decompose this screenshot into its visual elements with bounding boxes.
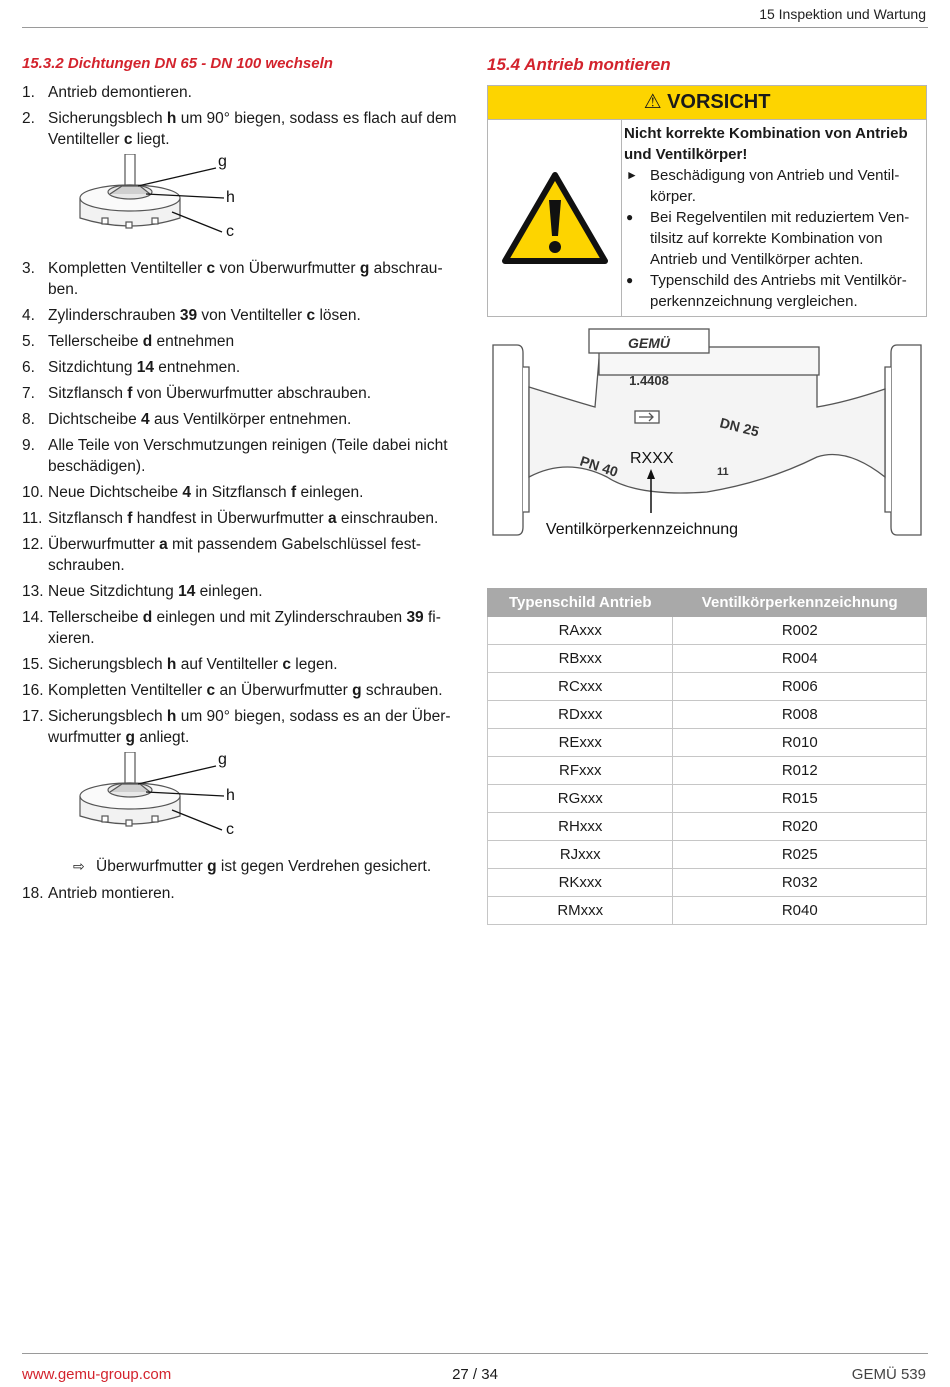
- warning-consequence-text: Beschädigung von Antrieb und Ventilkörper.: [650, 167, 900, 205]
- cell-typenschild: RJxxx: [488, 841, 673, 869]
- cell-typenschild: RAxxx: [488, 617, 673, 645]
- cell-typenschild: RDxxx: [488, 701, 673, 729]
- table-header-row: [488, 589, 927, 617]
- step-text: Sicherungsblech: [48, 656, 167, 673]
- step-text: von Überwurfmutter abschrauben.: [132, 385, 372, 402]
- list-item: [22, 82, 464, 103]
- step-text: Alle Teile von Verschmutzungen reinigen (Teile dabei nicht beschädigen).: [48, 437, 448, 475]
- step-content: [48, 110, 457, 148]
- step-text: Kompletten Ventilteller: [48, 260, 207, 277]
- cell-typenschild: RExxx: [488, 729, 673, 757]
- step-text: an Überwurfmutter: [215, 682, 353, 699]
- footer-product: GEMÜ 539: [851, 1366, 926, 1383]
- cell-kennzeichnung: R020: [673, 813, 927, 841]
- figure-label-c: c: [226, 223, 234, 240]
- footer-page-number: 27 / 34: [452, 1366, 498, 1383]
- cell-kennzeichnung: R025: [673, 841, 927, 869]
- warning-title: VORSICHT: [667, 91, 771, 113]
- step-text: Sitzdichtung: [48, 359, 137, 376]
- triangle-bullet-icon: ►: [626, 168, 638, 182]
- part-reference: c: [206, 260, 216, 277]
- part-reference: a: [159, 536, 168, 553]
- part-reference: g: [359, 260, 370, 277]
- valve-body-figure: [487, 327, 927, 552]
- header-chapter: 15 Inspektion und Wartung: [759, 6, 926, 22]
- step-content: [48, 84, 192, 101]
- step-number: 2.: [22, 110, 35, 127]
- step-number: 17.: [22, 708, 44, 725]
- list-item: [22, 108, 464, 244]
- part-reference: c: [123, 131, 133, 148]
- part-reference: 39: [406, 609, 424, 626]
- step-text: um 90° biegen, sodass es an der Überwurfmutter: [48, 708, 451, 746]
- step-number: 9.: [22, 437, 35, 454]
- right-column: [487, 55, 927, 925]
- warning-icon-cell: [488, 120, 622, 316]
- header-rule: [22, 27, 928, 28]
- valve-plate-figure: [72, 154, 272, 244]
- figure-label-g: g: [218, 154, 227, 170]
- step-content: [48, 536, 421, 574]
- step-text: Neue Dichtscheibe: [48, 484, 183, 501]
- valve-caption: Ventilkörperkennzeichnung: [545, 521, 739, 538]
- step-text: aus Ventilkörper entnehmen.: [149, 411, 352, 428]
- step-number: 3.: [22, 260, 35, 277]
- step-number: 5.: [22, 333, 35, 350]
- step-content: [48, 708, 451, 746]
- part-reference: 39: [179, 307, 198, 324]
- list-item: [22, 706, 464, 877]
- valve-code-label: RXXX: [630, 450, 674, 467]
- step-content: [48, 583, 263, 600]
- warning-box: [487, 85, 927, 317]
- dot-bullet-icon: ●: [626, 273, 634, 287]
- list-item: [22, 383, 464, 404]
- cell-typenschild: RMxxx: [488, 897, 673, 925]
- cell-kennzeichnung: R015: [673, 785, 927, 813]
- table-header-typenschild: Typenschild Antrieb: [488, 589, 673, 617]
- step-text: Überwurfmutter: [48, 536, 160, 553]
- step-text: handfest in Überwurfmutter: [132, 510, 328, 527]
- warning-measure-text: Typenschild des Antriebs mit Ventilkörperkennzeichnung vergleichen.: [650, 272, 907, 310]
- step-number: 7.: [22, 385, 35, 402]
- step-text: Sicherungsblech: [48, 708, 167, 725]
- part-reference: 4: [141, 411, 150, 428]
- dot-bullet-icon: ●: [626, 210, 634, 224]
- table-row: [488, 841, 927, 869]
- cell-kennzeichnung: R032: [673, 869, 927, 897]
- part-reference: h: [166, 110, 177, 127]
- step-content: [48, 385, 371, 402]
- part-reference: g: [352, 682, 362, 699]
- step-text: um 90° biegen, sodass es flach auf dem Ventilteller: [48, 110, 457, 148]
- valve-plate-figure: [72, 752, 272, 842]
- step-content: [48, 411, 351, 428]
- table-body: [488, 617, 927, 925]
- cell-kennzeichnung: R040: [673, 897, 927, 925]
- list-item: [22, 508, 464, 529]
- step-text: entnehmen.: [154, 359, 241, 376]
- part-reference: d: [142, 609, 153, 626]
- part-reference: 14: [178, 583, 196, 600]
- step-text: Tellerscheibe: [48, 609, 143, 626]
- cell-kennzeichnung: R008: [673, 701, 927, 729]
- step-text: auf Ventilteller: [176, 656, 283, 673]
- left-column: [22, 55, 464, 909]
- step-text: entnehmen: [152, 333, 235, 350]
- warning-lead: Nicht korrekte Kombination von Antrieb und Ventilkörper!: [624, 125, 908, 163]
- step-text: in Sitzflansch: [191, 484, 291, 501]
- step-text: von Überwurfmutter: [215, 260, 360, 277]
- step-result: [48, 856, 464, 877]
- table-header-kennzeichnung: Ventilkörperkennzeichnung: [673, 589, 927, 617]
- step-text: Neue Sitzdichtung: [48, 583, 179, 600]
- step-text: legen.: [291, 656, 338, 673]
- section-title-antrieb: 15.4 Antrieb montieren: [487, 55, 671, 74]
- table-row: [488, 729, 927, 757]
- figure-label-c: c: [226, 821, 234, 838]
- result-arrow-icon: ⇨: [73, 858, 85, 874]
- step-text: einlegen.: [296, 484, 364, 501]
- section-title-dichtungen: 15.3.2 Dichtungen DN 65 - DN 100 wechseln: [22, 55, 333, 72]
- step-content: [48, 682, 443, 699]
- list-item: [22, 435, 464, 477]
- step-text: fixieren.: [48, 609, 441, 647]
- cell-kennzeichnung: R010: [673, 729, 927, 757]
- warning-body: [488, 120, 926, 316]
- figure-label-h: h: [226, 787, 235, 804]
- step-content: [48, 260, 443, 298]
- steps-list: [22, 82, 464, 904]
- step-text: einlegen.: [195, 583, 263, 600]
- valve-number: 11: [717, 466, 729, 478]
- step-content: [48, 510, 438, 527]
- table-row: [488, 757, 927, 785]
- step-content: [48, 885, 175, 902]
- step-text: lösen.: [315, 307, 361, 324]
- part-reference: d: [142, 333, 153, 350]
- valve-material: 1.4408: [629, 373, 669, 388]
- list-item: [22, 409, 464, 430]
- warning-measure: [624, 270, 920, 312]
- list-item: [22, 680, 464, 701]
- left-flange: [493, 345, 523, 535]
- step-number: 11.: [22, 510, 43, 527]
- part-reference: g: [125, 729, 135, 746]
- step-content: [48, 484, 363, 501]
- footer-rule: [22, 1353, 928, 1354]
- table-row: [488, 645, 927, 673]
- step-text: Antrieb demontieren.: [48, 84, 192, 101]
- footer-url-link[interactable]: www.gemu-group.com: [22, 1366, 172, 1383]
- list-item: [22, 482, 464, 503]
- spindle: [125, 752, 135, 786]
- figure-label-g: g: [218, 752, 227, 768]
- warning-text: [622, 120, 926, 316]
- list-item: [22, 883, 464, 904]
- cell-kennzeichnung: R004: [673, 645, 927, 673]
- spindle: [125, 154, 135, 188]
- valve-brand: GEMÜ: [628, 335, 670, 351]
- part-reference: f: [290, 484, 297, 501]
- cell-typenschild: RHxxx: [488, 813, 673, 841]
- step-text: Zylinderschrauben: [48, 307, 180, 324]
- warning-consequence: [624, 165, 920, 207]
- part-reference: h: [166, 656, 177, 673]
- figure-label-h: h: [226, 189, 235, 206]
- step-number: 15.: [22, 656, 44, 673]
- part-reference: c: [206, 682, 216, 699]
- part-reference: 14: [136, 359, 154, 376]
- cell-kennzeichnung: R006: [673, 673, 927, 701]
- exclamation-warning-icon: [502, 172, 608, 264]
- list-item: [22, 607, 464, 649]
- part-reference: f: [127, 385, 133, 402]
- step-content: [48, 437, 448, 475]
- part-reference: g: [207, 858, 217, 875]
- step-text: anliegt.: [134, 729, 190, 746]
- step-text: liegt.: [132, 131, 170, 148]
- step-text: einlegen und mit Zylinderschrauben: [152, 609, 407, 626]
- step-number: 10.: [22, 484, 44, 501]
- table-row: [488, 701, 927, 729]
- step-content: [48, 333, 234, 350]
- step-text: Kompletten Ventilteller: [48, 682, 207, 699]
- step-text: Tellerscheibe: [48, 333, 143, 350]
- step-text: Dichtscheibe: [48, 411, 142, 428]
- cell-typenschild: RFxxx: [488, 757, 673, 785]
- step-number: 18.: [22, 885, 44, 902]
- list-item: [22, 331, 464, 352]
- right-flange: [891, 345, 921, 535]
- cell-typenschild: RKxxx: [488, 869, 673, 897]
- step-text: einschrauben.: [336, 510, 439, 527]
- warning-measure-text: Bei Regelventilen mit reduziertem Ventilsitz auf korrekte Kombination von Antrieb und Ventilkörper achten.: [650, 209, 910, 268]
- step-number: 16.: [22, 682, 44, 699]
- cell-typenschild: RBxxx: [488, 645, 673, 673]
- step-number: 6.: [22, 359, 35, 376]
- part-reference: h: [166, 708, 177, 725]
- part-reference: c: [306, 307, 316, 324]
- list-item: [22, 534, 464, 576]
- step-text: Überwurfmutter: [96, 858, 208, 875]
- list-item: [22, 258, 464, 300]
- cell-kennzeichnung: R002: [673, 617, 927, 645]
- cell-kennzeichnung: R012: [673, 757, 927, 785]
- list-item: [22, 654, 464, 675]
- table-row: [488, 897, 927, 925]
- valve-body: [529, 359, 885, 493]
- step-number: 1.: [22, 84, 35, 101]
- table-row: [488, 869, 927, 897]
- step-text: Sitzflansch: [48, 385, 128, 402]
- list-item: [22, 305, 464, 326]
- step-text: Sicherungsblech: [48, 110, 167, 127]
- table-row: [488, 673, 927, 701]
- warning-header: [488, 86, 926, 120]
- part-reference: a: [328, 510, 337, 527]
- step-content: [48, 359, 240, 376]
- list-item: [22, 581, 464, 602]
- step-content: [48, 307, 361, 324]
- valve-pn: PN 40: [578, 452, 621, 480]
- step-text: Antrieb montieren.: [48, 885, 175, 902]
- step-number: 12.: [22, 536, 44, 553]
- step-text: ist gegen Verdrehen gesichert.: [216, 858, 432, 875]
- table-row: [488, 785, 927, 813]
- table-row: [488, 617, 927, 645]
- step-content: [48, 656, 338, 673]
- table-row: [488, 813, 927, 841]
- cell-typenschild: RCxxx: [488, 673, 673, 701]
- valve-dn: DN 25: [718, 414, 761, 440]
- type-table: [487, 588, 927, 925]
- step-text: abschrauben.: [48, 260, 443, 298]
- step-number: 4.: [22, 307, 35, 324]
- step-number: 8.: [22, 411, 35, 428]
- step-content: [48, 609, 441, 647]
- list-item: [22, 357, 464, 378]
- step-text: von Ventilteller: [197, 307, 307, 324]
- step-number: 14.: [22, 609, 44, 626]
- warning-measure: [624, 207, 920, 270]
- part-reference: f: [127, 510, 133, 527]
- step-text: Sitzflansch: [48, 510, 128, 527]
- step-number: 13.: [22, 583, 44, 600]
- step-text: schrauben.: [361, 682, 443, 699]
- step-text: mit passendem Gabelschlüssel festschrauben.: [48, 536, 422, 574]
- cell-typenschild: RGxxx: [488, 785, 673, 813]
- part-reference: 4: [182, 484, 192, 501]
- warning-triangle-icon: ⚠: [643, 91, 662, 113]
- part-reference: c: [282, 656, 291, 673]
